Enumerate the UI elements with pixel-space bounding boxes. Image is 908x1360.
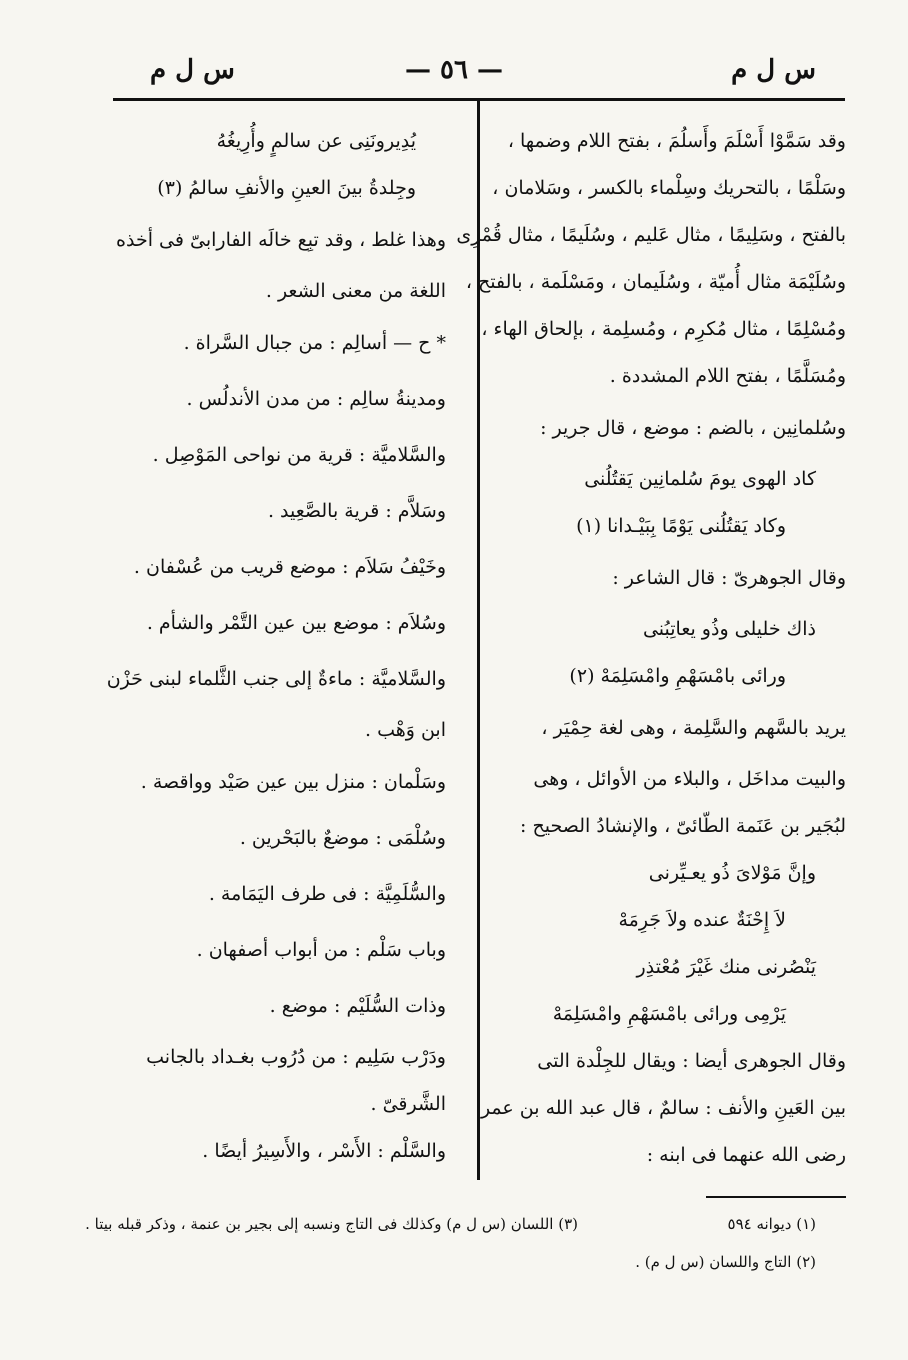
page-number: — ٥٦ —: [404, 55, 504, 85]
verse-line: وجِلدةُ بينَ العينِ والأنفِ سالمُ (٣): [157, 177, 416, 199]
verse-line: يَرْمِى ورائى بامْسَهْمِ وامْسَلِمَهْ: [552, 1003, 786, 1025]
verse-line: ورائى بامْسَهْمِ وامْسَلِمَهْ (٢): [569, 665, 786, 687]
text-line: اللغة من معنى الشعر .: [265, 280, 446, 302]
entry-line: والسُّلَمِيَّة : فى طرف اليَمَامة .: [208, 883, 446, 905]
entry-line: ومدينةُ سالِم : من مدن الأندلُس .: [186, 388, 446, 410]
verse-line: لاَ إِحْنَةٌ عنده ولاَ جَرِمَهْ: [618, 909, 786, 931]
text-line: ومُسَلَّمًا ، بفتح اللام المشددة .: [609, 365, 846, 387]
left-column: [106, 118, 446, 1175]
entry-line: وسُلاَم : موضع بين عين التَّمْر والشأم .: [146, 612, 446, 634]
entry-line: وخَيْفُ سَلاَم : موضع قريب من عُسْفان .: [133, 556, 446, 578]
text-line: الشَّرقىّ .: [370, 1093, 446, 1115]
text-line: بين العَينِ والأنف : سالمٌ ، قال عبد الله بن عمر: [480, 1097, 846, 1119]
footnote-2: (٢) التاج واللسان (س ل م) .: [635, 1253, 816, 1271]
verse-line: يَنْصُرنى منك غَيْرَ مُعْتذِر: [636, 956, 816, 978]
verse-line: وإنَّ مَوْلاىَ ذُو يعـيِّرنى: [648, 862, 816, 884]
text-line: رضى الله عنهما فى ابنه :: [646, 1144, 846, 1166]
text-line: وسَلْمًا ، بالتحريك وسِلْماء بالكسر ، وسَلامان ،: [492, 177, 846, 199]
entry-line: وسَلْمان : منزل بين عين صَيْد وواقصة .: [140, 771, 446, 793]
verse-line: ذاك خليلى وذُو يعاتِبُنى: [642, 618, 816, 640]
text-line: بالفتح ، وسَلِيمًا ، مثال عَليم ، وسُلَيمًا ، مثال قُمْرِى: [456, 224, 846, 246]
entry-line: وسُلْمَى : موضعٌ بالبَحْرين .: [239, 827, 446, 849]
entry-line: وذات السُّلَيْم : موضع .: [269, 995, 446, 1017]
text-line: وقال الجوهرى أيضا : ويقال للجِلْدة التى: [537, 1050, 846, 1072]
text-line: والبيت مداخَل ، والبلاء من الأوائل ، وهى: [533, 768, 846, 790]
text-line: ابن وَهْب .: [364, 719, 446, 741]
entry-line: وسَلاَّم : قرية بالصَّعِيد .: [267, 500, 446, 522]
verse-line: كاد الهوى يومَ سُلمانِين يَقتُلُنى: [584, 468, 816, 490]
right-column: [456, 118, 846, 1179]
text-line: لبُجَير بن عَنَمة الطّائىّ ، والإنشادُ الصحيح :: [520, 815, 846, 837]
text-line: وسُلَيْمَة مثال أُميّة ، وسُلَيمان ، ومَسْلَمة ، بالفتح ،: [465, 271, 846, 293]
entry-line: والسَّلاميَّة : قرية من نواحى المَوْصِل .: [152, 444, 446, 466]
text-line: يريد بالسَّهم والسَّلِمة ، وهى لغة حِمْيَر ،: [541, 717, 846, 739]
header-root-left: س ل م: [150, 55, 235, 85]
footnote-rule: [706, 1196, 846, 1198]
entry-line: ودَرْب سَلِيم : من دُرُوب بغـداد بالجانب: [146, 1046, 446, 1068]
header-root-right: س ل م: [731, 55, 816, 85]
entry-line: والسَّلاميَّة : ماءةٌ إلى جنب الثَّلماء لبنى حَزْن: [106, 668, 446, 690]
footnote-1: (١) ديوانه ٥٩٤: [727, 1215, 816, 1233]
text-line: ومُسْلِمًا ، مثال مُكرِم ، ومُسلِمة ، بإلحاق الهاء ،: [481, 318, 846, 340]
footnote-3: (٣) اللسان (س ل م) وكذلك فى التاج ونسبه إلى بجير بن عنمة ، وذكر قبله بيتا .: [85, 1215, 578, 1233]
text-line: وهذا غلط ، وقد تبِع خالَه الفارابىّ فى أخذه: [116, 229, 446, 251]
verse-line: يُدِيرونَنِى عن سالمٍ وأُرِيغُهُ: [216, 130, 416, 152]
entry-line: والسَّلْم : الأَسْر ، والأَسِيرُ أيضًا .: [202, 1140, 446, 1162]
text-line: وقد سَمَّوْا أَسْلَمَ وأَسلُمَ ، بفتح اللام وضمها ،: [507, 130, 846, 152]
entry-line: * ح — أسالِم : من جبال السَّراة .: [183, 332, 446, 354]
entry-line: وباب سَلْم : من أبواب أصفهان .: [196, 939, 446, 961]
verse-line: وكاد يَقتُلُنى يَوْمًا بِبَيْـدانا (١): [576, 515, 786, 537]
text-line: وقال الجوهرىّ : قال الشاعر :: [612, 567, 846, 589]
text-line: وسُلمانِين ، بالضم : موضع ، قال جرير :: [540, 417, 846, 439]
